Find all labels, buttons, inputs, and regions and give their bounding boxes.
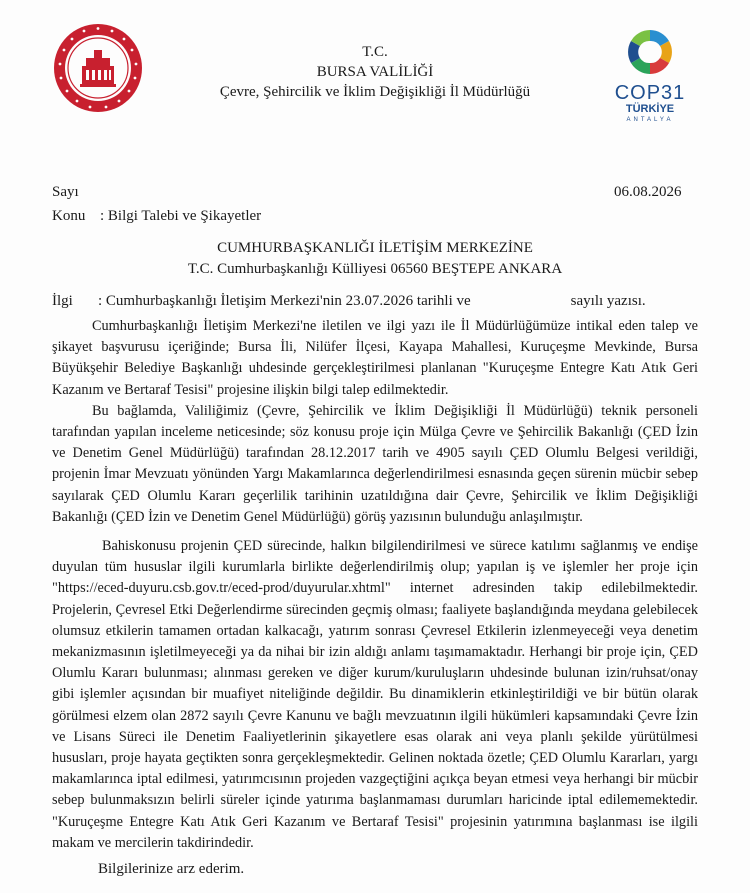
ilgi-label: İlgi <box>52 293 73 309</box>
addressee <box>0 238 750 280</box>
cop31-logo <box>610 26 690 122</box>
ilgi-text-a: : Cumhurbaşkanlığı İletişim Merkezi'nin 23.07.2026 tarihli ve <box>98 293 471 309</box>
konu-label: Konu <box>52 208 86 224</box>
document-date: 06.08.2026 <box>614 184 682 200</box>
addressee-address: T.C. Cumhurbaşkanlığı Külliyesi 06560 BEŞTEPE ANKARA <box>187 261 563 277</box>
ilgi-reference <box>98 293 658 310</box>
bursa-valiligi-emblem <box>52 22 144 114</box>
letterhead <box>150 42 600 102</box>
header-tc: T.C. <box>362 44 388 60</box>
header-directorate: Çevre, Şehircilik ve İklim Değişikliği İl Müdürlüğü <box>219 84 531 100</box>
addressee-name: CUMHURBAŞKANLIĞI İLETİŞİM MERKEZİNE <box>217 240 533 256</box>
cop31-emblem-icon <box>610 26 690 78</box>
paragraph-3: Bahiskonusu projenin ÇED sürecinde, halkın bilgilendirilmesi ve sürece katılımı sağlanmış ve endişe duyulan tüm hususlar ilgili kurumlarla birlikte değerlendirilmiş olup; yapılan iş ve işlemler her proje için "https://eced-duyuru.csb.gov.tr/eced-prod/duyurular.xhtml" internet adresinden takip edilebilmektedir. Projelerin, Çevresel Etki Değerlendirme sürecinden geçmiş olması; faaliyete başlandığında meydana gelebilecek olumsuz etkilerin tamamen ortadan kalkacağı, yatırım sonrası Çevresel Etkilerin izlenmeyeceği veya denetim mekanizmasının işletilmeyeceği ya da nihai bir izin aldığı anlamı taşımamaktadır. Herhangi bir proje için, ÇED Olumlu Kararı bulunması; alınması gereken ve diğer kurum/kuruluşların uhdesinde bulunan izin/ruhsat/onay gibi işlemler açısından bir muafiyet niteliğinde değildir. Bu dinamiklerin etkinleştirildiği ve bir bütün olarak görülmesi elzem olan 2872 sayılı Çevre Kanunu ve bağlı mevzuatının ilgili hükümleri kapsamındaki Çevre İzin ve Lisans Süreci ile Denetim Faaliyetlerinin şikayetlere esas olarak ani veya planlı şekilde yürütülmesi hususları, proje hayata geçtikten sonra gerçekleşmektedir. Gelinen noktada özetle; ÇED Olumlu Kararları, yargı makamlarınca iptal edilmesi, yatırımcısının projeden vazgeçtiğini açıkça beyan etmesi veya herhangi bir mücbir sebep bulunmaksızın belirli süreler içinde yatırıma başlanmaması durumları haricinde iptal edilememektedir. "Kuruçeşme Entegre Katı Atık Geri Kazanım ve Bertaraf Tesisi" projesinin yatırımına başlanması ise ilgili makam ve mercilerin takdirindedir. <box>52 538 698 851</box>
cop31-city: ANTALYA <box>626 117 674 123</box>
closing-line: Bilgilerinize arz ederim. <box>98 861 245 877</box>
letter-body <box>52 316 698 854</box>
ilgi-text-b: sayılı yazısı. <box>570 293 646 309</box>
redacted-number <box>471 296 571 308</box>
konu-value: : Bilgi Talebi ve Şikayetler <box>100 208 262 224</box>
header-institution: BURSA VALİLİĞİ <box>316 64 434 80</box>
paragraph-2: Bu bağlamda, Valiliğimiz (Çevre, Şehircilik ve İklim Değişikliği İl Müdürlüğü) teknik personeli tarafından yapılan inceleme neticesinde; söz konusu proje için Mülga Çevre ve Şehircilik Bakanlığı (ÇED İzin ve Denetim Genel Müdürlüğü) tarafından 28.12.2017 tarih ve 4905 sayılı ÇED Olumlu Belgesi verildiği, projenin İmar Mevzuatı yönünden Yargı Makamlarınca değerlendirilmesi esnasında geçen sürenin mücbir sebep sayılarak ÇED Olumlu Kararı geçerlilik tarihinin uzatıldığına dair Çevre, Şehircilik ve İklim Değişikliği Bakanlığı (ÇED İzin ve Denetim Genel Müdürlüğü) görüş yazısının bulunduğu anlaşılmıştır. <box>52 402 698 525</box>
paragraph-1: Cumhurbaşkanlığı İletişim Merkezi'ne iletilen ve ilgi yazı ile İl Müdürlüğümüze intikal eden talep ve şikayet başvurusu içeriğinde; Bursa İli, Nilüfer İlçesi, Kayapa Mahallesi, Kuruçeşme Mevkinde, Bursa Büyükşehir Belediye Başkanlığı uhdesinde gerçekleştirilmesi planlanan "Kuruçeşme Entegre Katı Atık Geri Kazanım ve Bertaraf Tesisi" projesine ilişkin bilgi talep edilmektedir. <box>52 318 698 398</box>
cop31-country: TÜRKİYE <box>625 103 675 115</box>
cop31-text: COP31 <box>614 82 686 104</box>
sayi-label: Sayı <box>52 184 79 200</box>
